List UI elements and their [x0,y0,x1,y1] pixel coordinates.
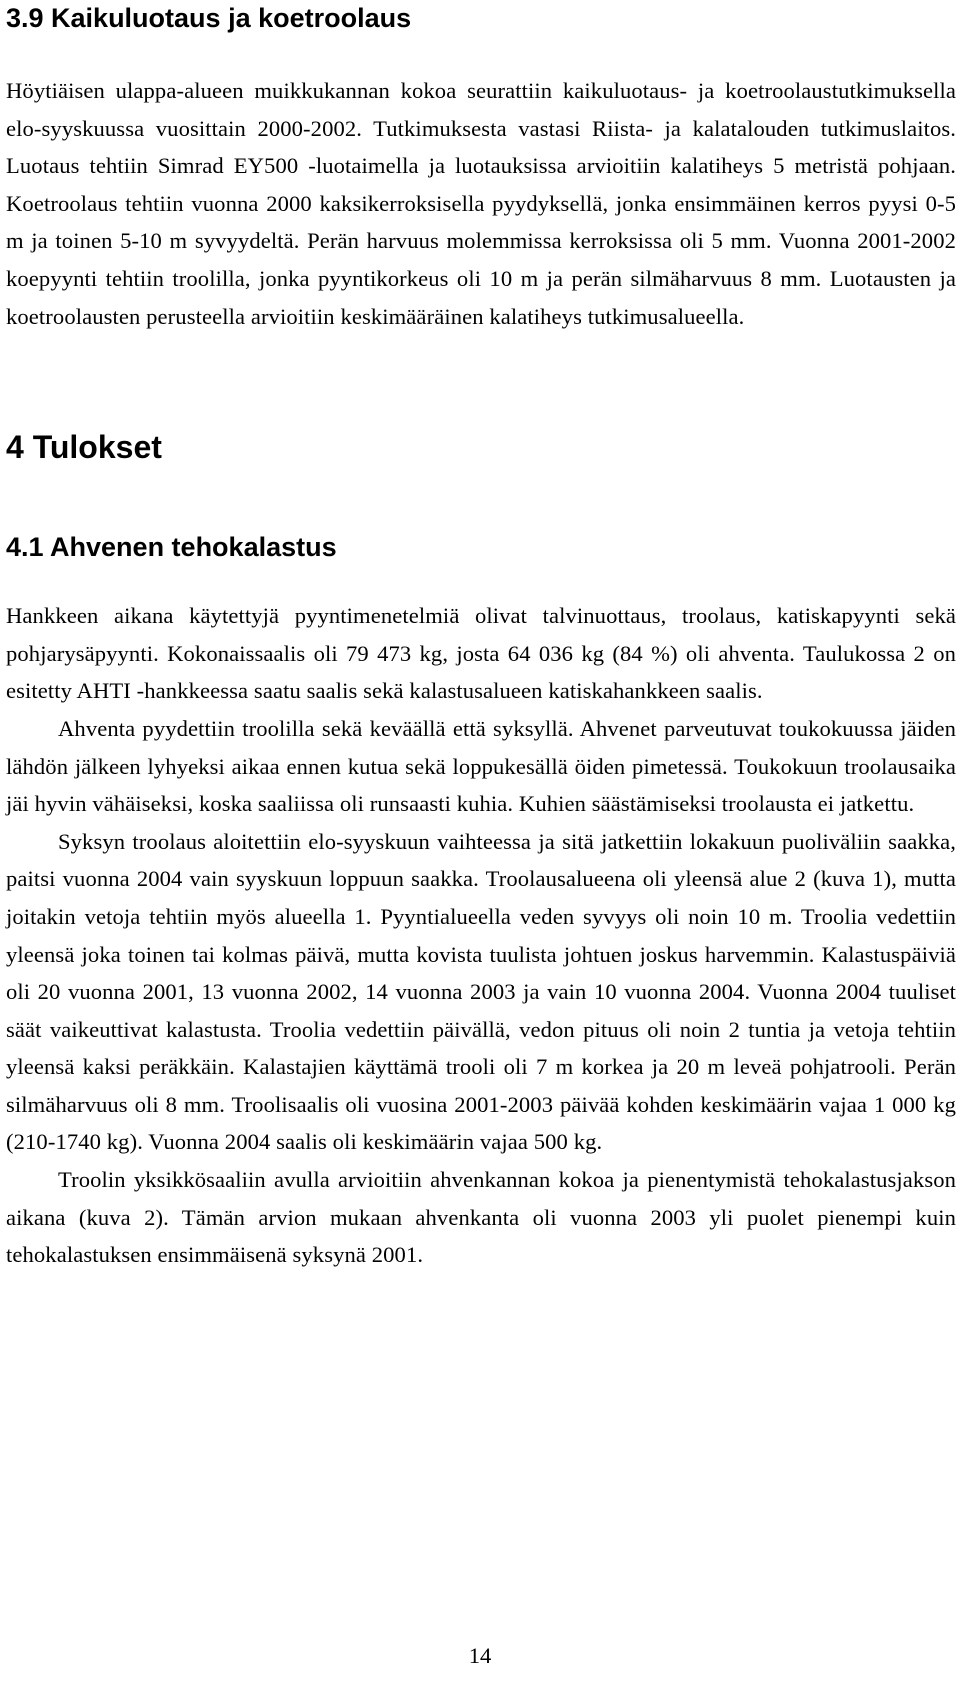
paragraph-syksyn-troolaus: Syksyn troolaus aloitettiin elo-syyskuun vaihteessa ja sitä jatkettiin lokakuun puoliväliin saakka, paitsi vuonna 2004 vain syyskuun loppuun saakka. Troolausalueena oli yleensä alue 2 (kuva 1), mutta joitakin vetoja tehtiin myös alueella 1. Pyyntialueella veden syvyys oli noin 10 m. Troolia vedettiin yleensä joka toinen tai kolmas päivä, mutta kovista tuulista johtuen joskus harvemmin. Kalastuspäiviä oli 20 vuonna 2001, 13 vuonna 2002, 14 vuonna 2003 ja vain 10 vuonna 2004. Vuonna 2004 tuuliset säät vaikeuttivat kalastusta. Troolia vedettiin päivällä, vedon pituus oli noin 2 tuntia ja vetoja tehtiin yleensä kaksi peräkkäin. Kalastajien käyttämä trooli oli 7 m korkea ja 20 m leveä pohjatrooli. Perän silmäharvuus oli 8 mm. Troolisaalis oli vuosina 2001-2003 päivää kohden keskimäärin vajaa 1 000 kg (210-1740 kg). Vuonna 2004 saalis oli keskimäärin vajaa 500 kg. [6,828,956,1155]
page-number: 14 [468,1643,492,1668]
section-heading-3-9: 3.9 Kaikuluotaus ja koetroolaus [6,3,412,33]
paragraph-yksikkosaalis: Troolin yksikkösaaliin avulla arvioitiin ahvenkannan kokoa ja pienentymistä tehokalastusjakson aikana (kuva 2). Tämän arvion mukaan ahvenkanta oli vuonna 2003 yli puolet pienempi kuin tehokalastuksen ensimmäisenä syksynä 2001. [6,1167,956,1268]
chapter-heading-tulokset: 4 Tulokset [6,429,162,466]
section-heading-4-1: 4.1 Ahvenen tehokalastus [6,532,337,563]
paragraph-pyyntimenetelmat: Hankkeen aikana käytettyjä pyyntimenetelmiä olivat talvinuottaus, troolaus, katiskapyynti sekä pohjarysäpyynti. Kokonaissaalis oli 79 473 kg, josta 64 036 kg (84 %) oli ahventa. Taulukossa 2 on esitetty AHTI -hankkeessa saatu saalis sekä kalastusalueen katiskahankkeen saalis. [6,603,956,704]
paragraph-ahventa-pyydettiin: Ahventa pyydettiin troolilla sekä keväällä että syksyllä. Ahvenet parveutuvat toukokuussa jäiden lähdön jälkeen lyhyeksi aikaa ennen kutua sekä loppukesällä öiden pimetessä. Toukokuun troolausaika jäi hyvin vähäiseksi, koska saaliissa oli runsaasti kuhia. Kuhien säästämiseksi troolausta ei jatkettu. [6,715,956,817]
document-page [6,0,956,1274]
paragraph-kaikuluotaus: Höytiäisen ulappa-alueen muikkukannan kokoa seurattiin kaikuluotaus- ja koetroolaustutkimuksella elo-syyskuussa vuosittain 2000-2002. Tutkimuksesta vastasi Riista- ja kalatalouden tutkimuslaitos. Luotaus tehtiin Simrad EY500 -luotaimella ja luotauksissa arvioitiin kalatiheys 5 metristä pohjaan. Koetroolaus tehtiin vuonna 2000 kaksikerroksisella pyydyksellä, jonka ensimmäinen kerros pyysi 0-5 m ja toinen 5-10 m syvyydeltä. Perän harvuus molemmissa kerroksissa oli 5 mm. Vuonna 2001-2002 koepyynti tehtiin troolilla, jonka pyyntikorkeus oli 10 m ja perän silmäharvuus 8 mm. Luotausten ja koetroolausten perusteella arvioitiin keskimääräinen kalatiheys tutkimusalueella. [6,78,956,329]
